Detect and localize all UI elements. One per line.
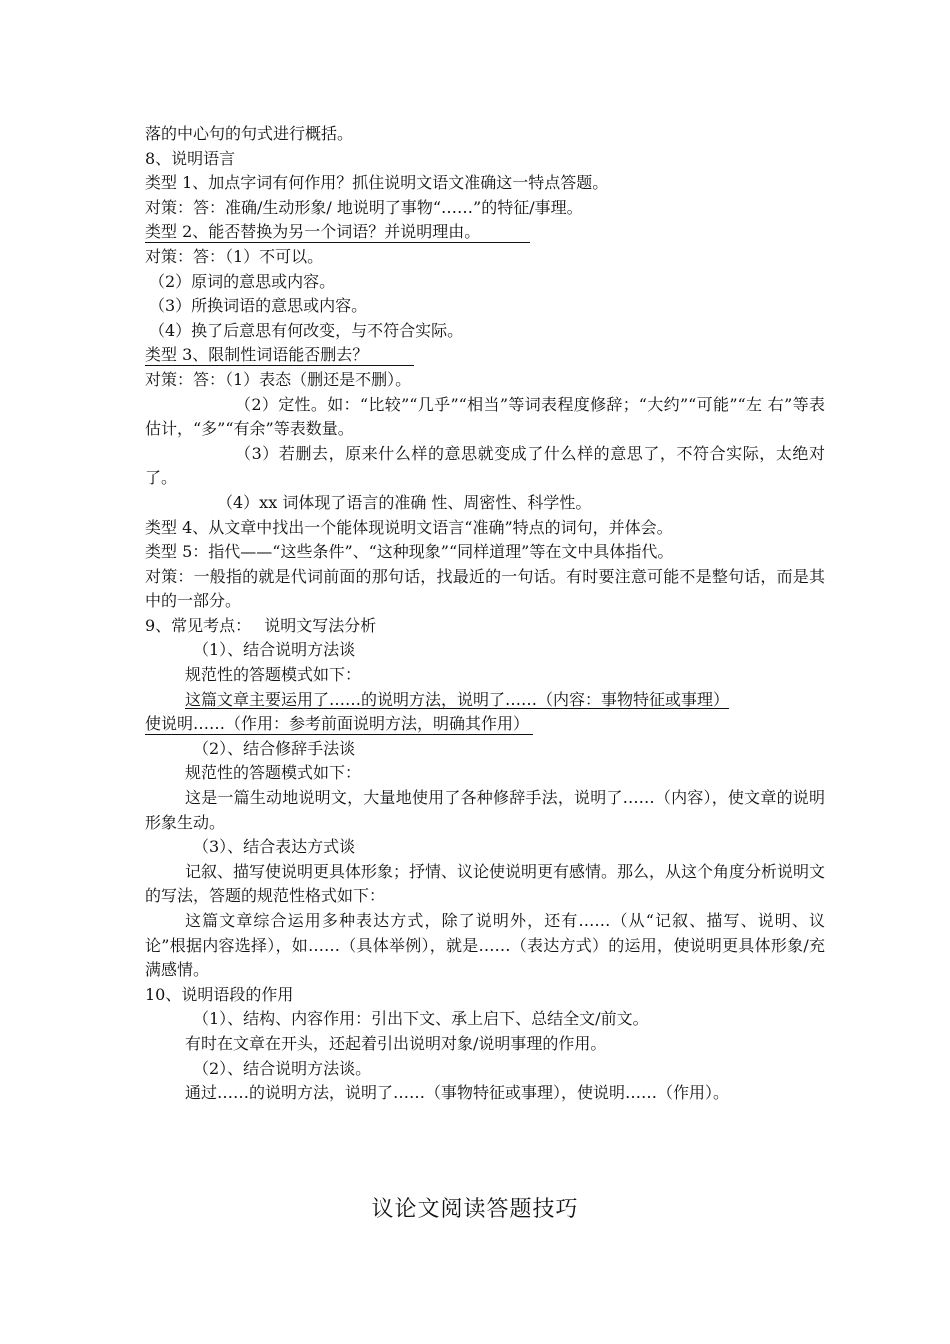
document-body [145,122,825,1106]
paragraph: 对策：一般指的就是代词前面的那句话，找最近的一句话。有时要注意可能不是整句话，而是其中的一部分。 [145,566,825,611]
text-line: 规范性的答题模式如下： [185,763,362,783]
underlined-line [145,220,825,245]
text-line: （3）所换词语的意思或内容。 [149,296,368,316]
section-title: 议论文阅读答题技巧 [371,1197,579,1222]
text-line: 对策：答：（1）表态（删还是不删）。 [145,369,412,389]
text-line: 类型 1、加点字词有何作用？抓住说明文语文准确这一特点答题。 [145,173,609,193]
paragraph: 这篇文章综合运用多种表达方式，除了说明外，还有……（从“记叙、描写、说明、议论”根据内容选择），如……（具体举例），就是……（表达方式）的运用，使说明更具体形象/充满感情。 [145,911,825,980]
paragraph: 记叙、描写使说明更具体形象；抒情、议论使说明更有感情。那么，从这个角度分析说明文的写法，答题的规范性格式如下： [145,861,826,906]
text-line: 对策：答：准确/生动形象/ 地说明了事物“……”的特征/事理。 [145,197,583,217]
paragraph: 这是一篇生动地说明文，大量地使用了各种修辞手法，说明了……（内容），使文章的说明形象生动。 [145,788,825,832]
text-line: （1）、结构、内容作用：引出下文、承上启下、总结全文/前文。 [193,1009,649,1029]
text-line: 落的中心句的句式进行概括。 [145,124,354,143]
text-line: （4）换了后意思有何改变，与不符合实际。 [149,320,464,340]
section-heading-9: 9、常见考点： 说明文写法分析 [145,615,377,635]
text-line: 类型 5：指代——“这些条件”、“这种现象”“同样道理”等在文中具体指代。 [145,542,674,562]
text-line: （2）原词的意思或内容。 [149,271,336,291]
underlined-line [145,343,825,368]
text-line: （1）、结合说明方法谈 [193,640,356,660]
text-line: 对策：答：（1）不可以。 [145,246,324,266]
text-line: 规范性的答题模式如下： [185,665,362,685]
section-heading-8: 8、说明语言 [145,148,236,168]
underlined-text: 这篇文章主要运用了……的说明方法，说明了……（内容：事物特征或事理） [185,689,730,709]
underlined-line [145,712,825,737]
text-line: （2）、结合说明方法谈。 [193,1058,372,1078]
text-line: 类型 4、从文章中找出一个能体现说明文语言“准确”特点的词句，并体会。 [145,517,673,537]
text-line: 通过……的说明方法，说明了……（事物特征或事理），使说明……（作用）。 [185,1083,730,1103]
underlined-text: 类型 3、限制性词语能否删去？ [145,345,414,366]
text-line: （3）、结合表达方式谈 [193,837,356,857]
text-line: 有时在文章在开头，还起着引出说明对象/说明事理的作用。 [185,1033,607,1053]
underlined-text: 使说明……（作用：参考前面说明方法，明确其作用） [145,714,533,735]
text-line: （4）xx 词体现了语言的准确 性、周密性、科学性。 [217,492,592,512]
section-heading-10: 10、说明语段的作用 [145,984,294,1004]
paragraph: （2）定性。如：“比较”“几乎”“相当”等词表程度修辞；“大约”“可能”“左 右”等表估计，“多”“有余”等表数量。 [145,394,825,439]
paragraph: （3）若删去，原来什么样的意思就变成了什么样的意思了，不符合实际，太绝对了。 [145,443,825,488]
text-line: （2）、结合修辞手法谈 [193,738,356,758]
underlined-line [145,688,825,713]
underlined-text: 类型 2、能否替换为另一个词语？并说明理由。 [145,222,530,243]
